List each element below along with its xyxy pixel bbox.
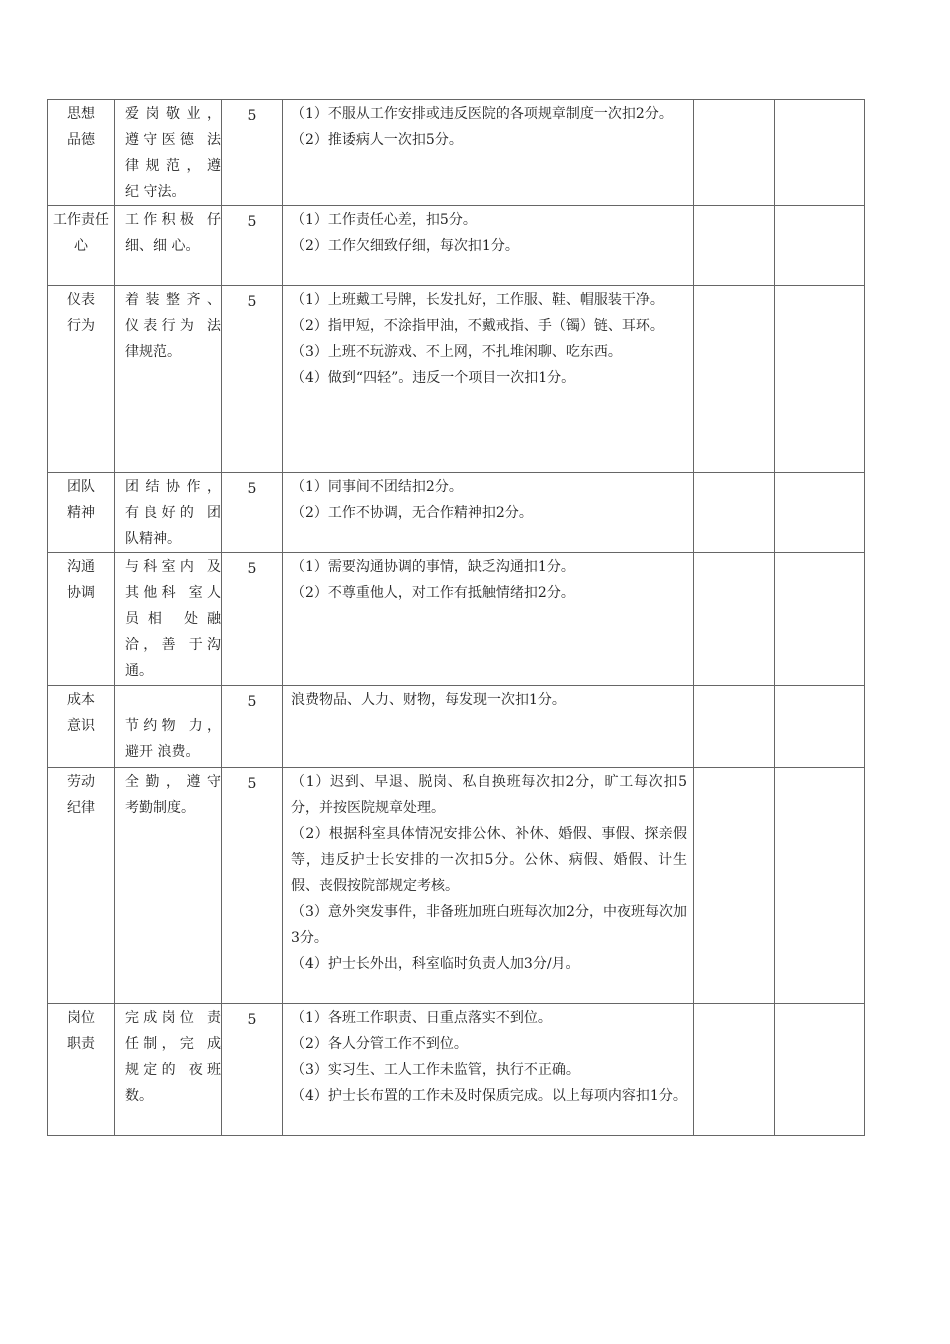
rule-item: （1）迟到、早退、脱岗、私自换班每次扣2分，旷工每次扣5分，并按医院规章处理。 [291,774,687,816]
rule-item: （2）各人分管工作不到位。 [291,1036,468,1052]
standard-line: 纪 守法。 [125,184,186,200]
standard-line: 节约物 力， [125,718,221,734]
rule-item: （1）工作责任心差，扣5分。 [291,212,477,228]
standard-line: 全勤，遵守 [125,774,221,790]
empty-score-cell [694,768,775,1004]
standard-line: 数。 [125,1088,153,1104]
standard-cell [115,686,222,768]
score-cell [222,100,283,206]
rule-item: （2）工作欠细致仔细，每次扣1分。 [291,238,519,254]
rule-item: （2）指甲短，不涂指甲油，不戴戒指、手（镯）链、耳环。 [291,318,664,334]
rule-cell [283,286,694,473]
standard-line: 避开 浪费。 [125,744,200,760]
standard-cell [115,100,222,206]
standard-line: 律规范，遵 [125,158,221,174]
score-value: 5 [247,776,257,792]
rule-item: （3）意外突发事件，非备班加班白班每次加2分，中夜班每次加3分。 [291,904,687,946]
standard-cell [115,553,222,686]
standard-line: 工作积极 仔 [125,212,221,228]
rule-item: （1）需要沟通协调的事情，缺乏沟通扣1分。 [291,559,575,575]
rule-item: 浪费物品、人力、财物，每发现一次扣1分。 [291,692,566,708]
empty-score-cell [694,206,775,286]
rule-item: （3）实习生、工人工作未监管，执行不正确。 [291,1062,580,1078]
rule-item: （2）根据科室具体情况安排公休、补休、婚假、事假、探亲假等，违反护士长安排的一次扣5分。公休、病假、婚假、计生假、丧假按院部规定考核。 [291,826,687,894]
score-value: 5 [247,214,257,230]
table-row [48,473,865,553]
empty-remark-cell [775,100,865,206]
category-label: 工作责任 心 [53,212,109,254]
category-label: 成本意识 [67,692,95,734]
table-row [48,1004,865,1136]
empty-score-cell [694,686,775,768]
category-cell [48,286,115,473]
empty-remark-cell [775,768,865,1004]
score-cell [222,286,283,473]
table-row [48,286,865,473]
standard-line: 洽，善 于沟 [125,637,221,653]
table-row [48,768,865,1004]
category-cell [48,1004,115,1136]
empty-remark-cell [775,473,865,553]
empty-score-cell [694,286,775,473]
rule-item: （4）护士长外出，科室临时负责人加3分/月。 [291,956,580,972]
score-value: 5 [247,561,257,577]
table-row [48,686,865,768]
empty-remark-cell [775,1004,865,1136]
category-label: 团队精神 [67,479,95,521]
standard-line: 有良好的 团 [125,505,221,521]
rule-item: （1）上班戴工号牌，长发扎好，工作服、鞋、帽服装干净。 [291,292,664,308]
empty-remark-cell [775,553,865,686]
standard-cell [115,206,222,286]
category-label: 劳动纪律 [67,774,95,816]
standard-cell [115,473,222,553]
empty-score-cell [694,553,775,686]
empty-remark-cell [775,686,865,768]
category-cell [48,100,115,206]
category-cell [48,206,115,286]
rule-cell [283,686,694,768]
rule-item: （2）推诿病人一次扣5分。 [291,132,463,148]
table-row [48,206,865,286]
category-label: 岗位职责 [67,1010,95,1052]
score-cell [222,686,283,768]
score-value: 5 [247,108,257,124]
standard-line: 着装整齐、 [125,292,221,308]
score-cell [222,768,283,1004]
standard-line: 考勤制度。 [125,800,195,816]
category-cell [48,686,115,768]
rule-cell [283,473,694,553]
category-cell [48,553,115,686]
rule-cell [283,553,694,686]
standard-line: 遵守医德 法 [125,132,221,148]
rule-item: （2）工作不协调，无合作精神扣2分。 [291,505,533,521]
category-cell [48,768,115,1004]
standard-line: 完成岗位 责 [125,1010,221,1026]
rule-cell [283,768,694,1004]
rule-item: （1）不服从工作安排或违反医院的各项规章制度一次扣2分。 [291,106,673,122]
standard-line: 律规范。 [125,344,181,360]
table-row [48,553,865,686]
rule-item: （4）做到“四轻”。违反一个项目一次扣1分。 [291,370,576,386]
standard-line: 仪表行为 法 [125,318,221,334]
category-cell [48,473,115,553]
empty-score-cell [694,473,775,553]
standard-line: 任制，完 成 [125,1036,221,1052]
score-value: 5 [247,694,257,710]
rule-item: （1）同事间不团结扣2分。 [291,479,463,495]
score-cell [222,553,283,686]
table-row [48,100,865,206]
standard-line: 其他科 室人 [125,585,221,601]
rule-cell [283,100,694,206]
standard-cell [115,286,222,473]
standard-line: 团结协作， [125,479,221,495]
standard-line: 与科室内 及 [125,559,221,575]
standard-cell [115,768,222,1004]
rule-item: （4）护士长布置的工作未及时保质完成。以上每项内容扣1分。 [291,1088,687,1104]
empty-score-cell [694,1004,775,1136]
empty-score-cell [694,100,775,206]
standard-line: 队精神。 [125,531,181,547]
rule-item: （2）不尊重他人，对工作有抵触情绪扣2分。 [291,585,575,601]
standard-line: 爱岗敬业， [125,106,221,122]
category-label: 思想品德 [67,106,95,148]
score-value: 5 [247,294,257,310]
standard-line: 员相 处融 [125,611,221,627]
score-value: 5 [247,1012,257,1028]
rule-item: （3）上班不玩游戏、不上网，不扎堆闲聊、吃东西。 [291,344,622,360]
standard-cell [115,1004,222,1136]
standard-line [125,687,221,713]
rule-item: （1）各班工作职责、日重点落实不到位。 [291,1010,552,1026]
empty-remark-cell [775,286,865,473]
standard-line: 规定的 夜班 [125,1062,221,1078]
rule-cell [283,1004,694,1136]
standard-line: 通。 [125,663,153,679]
category-label: 仪表行为 [67,292,95,334]
score-cell [222,473,283,553]
standard-line: 细、细 心。 [125,238,200,254]
evaluation-table [47,99,865,1136]
rule-cell [283,206,694,286]
score-cell [222,1004,283,1136]
score-value: 5 [247,481,257,497]
empty-remark-cell [775,206,865,286]
score-cell [222,206,283,286]
category-label: 沟通协调 [67,559,95,601]
